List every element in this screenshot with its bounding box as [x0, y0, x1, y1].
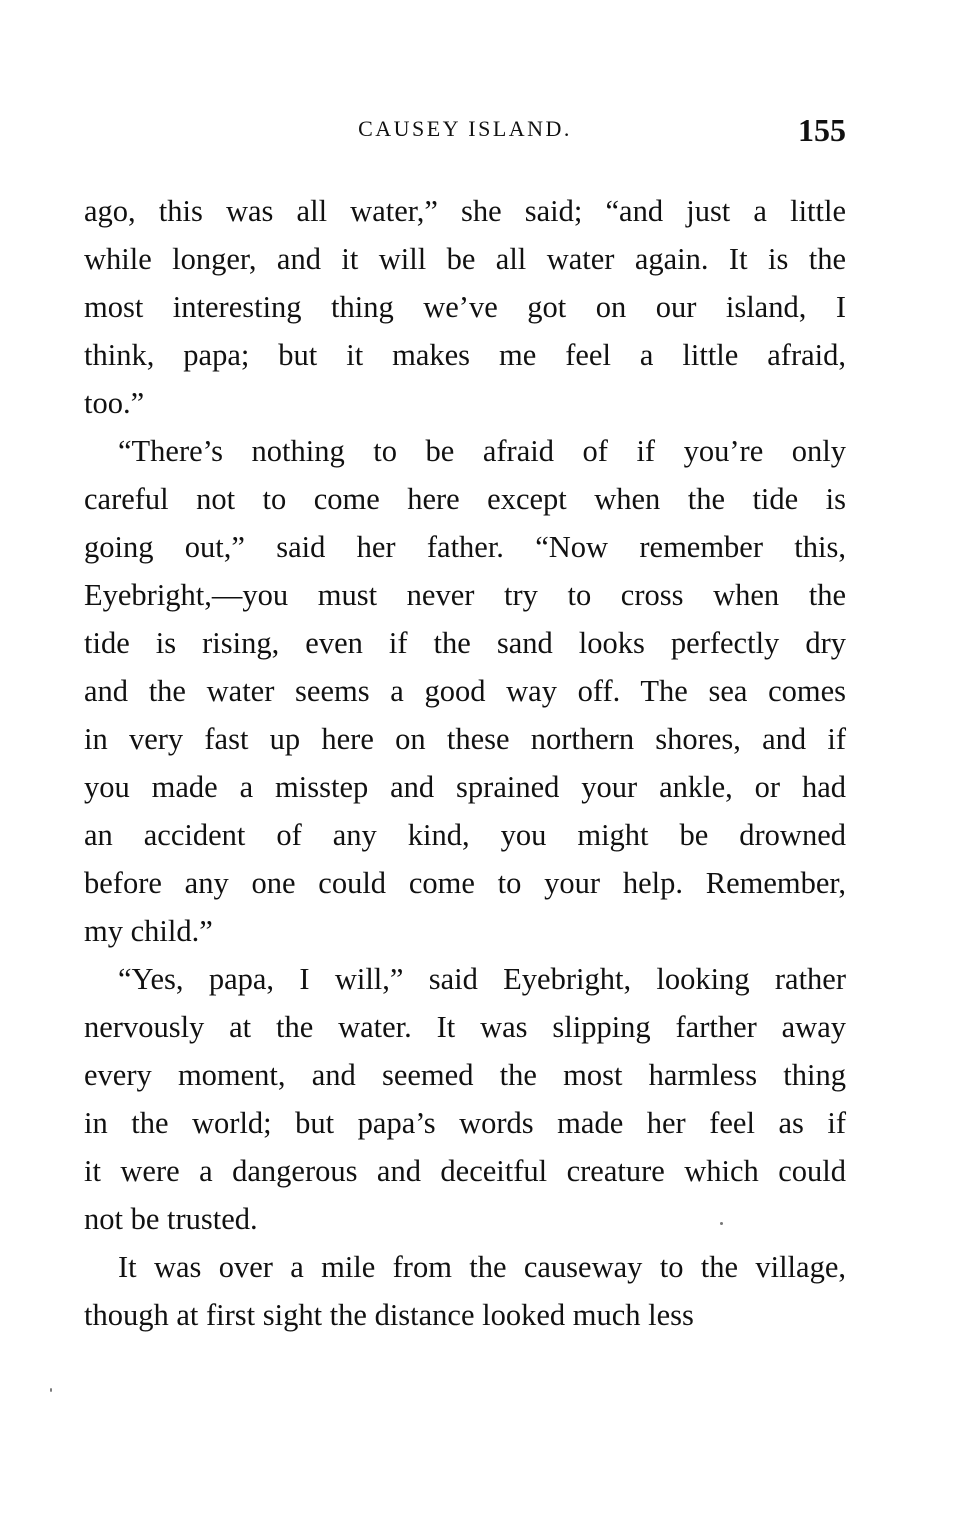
text-line: before any one could come to your help. Remember, [84, 866, 846, 900]
text-line: and the water seems a good way off. The sea comes [84, 674, 846, 708]
text-line: tide is rising, even if the sand looks perfectly dry [84, 626, 846, 660]
text-line: though at first sight the distance looked much less [84, 1298, 694, 1332]
text-line: every moment, and seemed the most harmless thing [84, 1058, 846, 1092]
text-line: too.” [84, 386, 145, 420]
paper-speck [50, 1388, 52, 1392]
text-line: “There’s nothing to be afraid of if you’re only [118, 434, 846, 468]
text-line: Eyebright,—you must never try to cross when the [84, 578, 846, 612]
text-line: it were a dangerous and deceitful creature which could [84, 1154, 846, 1188]
text-line: an accident of any kind, you might be drowned [84, 818, 846, 852]
text-line: nervously at the water. It was slipping farther away [84, 1010, 846, 1044]
text-line: think, papa; but it makes me feel a little afraid, [84, 338, 846, 372]
running-head [84, 112, 846, 148]
text-line: ago, this was all water,” she said; “and just a little [84, 194, 846, 228]
text-line: you made a misstep and sprained your ankle, or had [84, 770, 846, 804]
text-line: most interesting thing we’ve got on our island, I [84, 290, 846, 324]
text-line: careful not to come here except when the tide is [84, 482, 846, 516]
body-text [84, 187, 846, 1339]
text-line: in the world; but papa’s words made her feel as if [84, 1106, 846, 1140]
text-line: while longer, and it will be all water again. It is the [84, 242, 846, 276]
text-line: “Yes, papa, I will,” said Eyebright, looking rather [118, 962, 846, 996]
text-line: in very fast up here on these northern shores, and if [84, 722, 846, 756]
text-line: my child.” [84, 914, 213, 948]
text-line: It was over a mile from the causeway to the village, [118, 1250, 846, 1284]
text-line: going out,” said her father. “Now remember this, [84, 530, 846, 564]
page-number: 155 [798, 112, 846, 148]
text-line: not be trusted. [84, 1202, 258, 1236]
paper-speck [720, 1222, 723, 1225]
running-title: CAUSEY ISLAND. [358, 116, 572, 141]
